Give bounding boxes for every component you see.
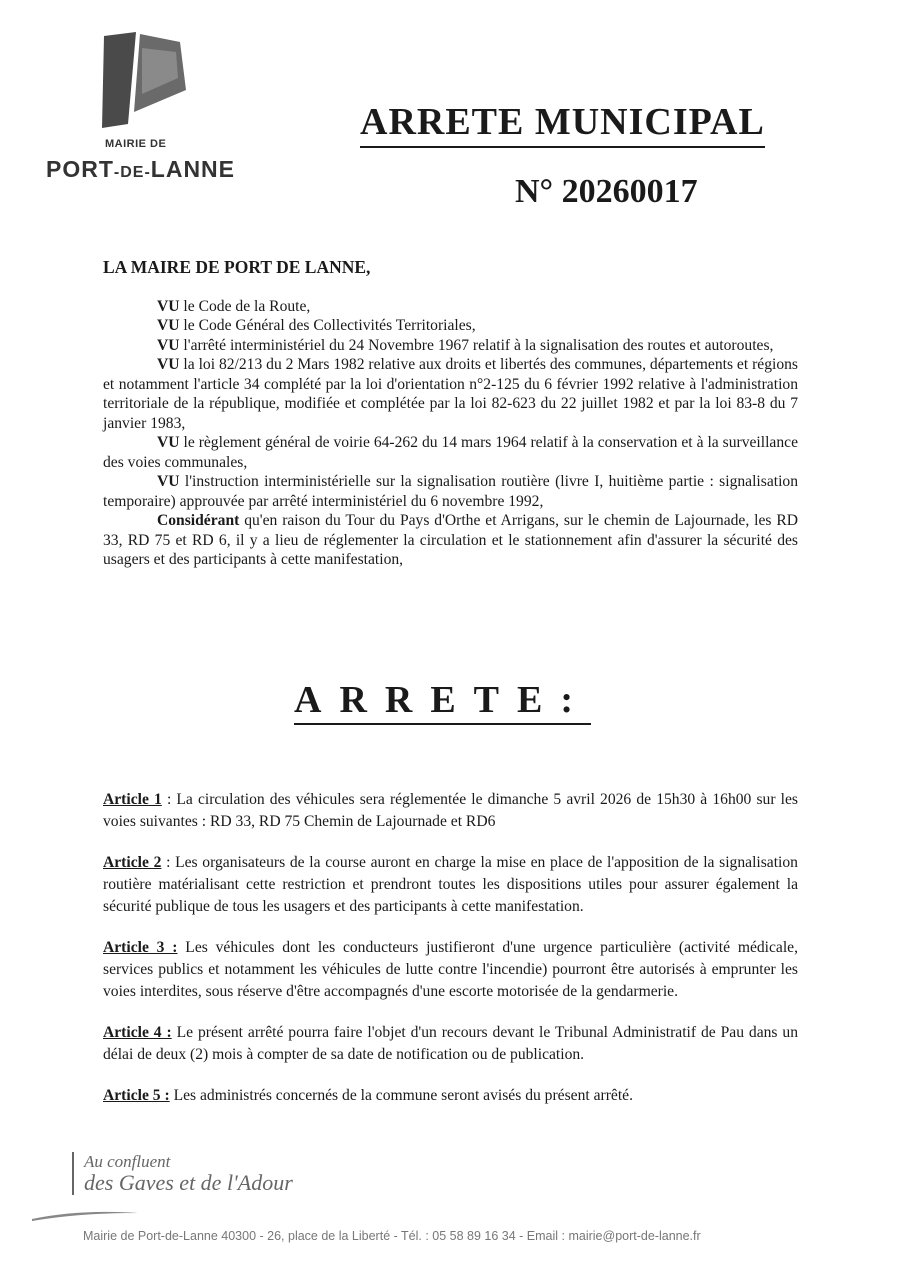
- document-number: N° 20260017: [515, 173, 698, 210]
- article-1: Article 1 : La circulation des véhicules sera réglementée le dimanche 5 avril 2026 de 15h30 à 16h00 sur les voies suivantes : RD 33, RD 75 Chemin de Lajournade et RD6: [103, 791, 798, 830]
- mayor-heading: LA MAIRE DE PORT DE LANNE,: [103, 257, 371, 277]
- logo-mairie-de: MAIRIE DE: [105, 138, 167, 150]
- preamble-section: [103, 258, 798, 570]
- preamble-line: VU la loi 82/213 du 2 Mars 1982 relative aux droits et libertés des communes, départements et régions et notamment l'article 34 complété par la loi d'orientation n°2-125 du 6 février 1992 relative à l'administration territoriale de la république, modifiée et complétée par la loi 82-623 du 22 juillet 1982 et par la loi 83-8 du 7 janvier 1983,: [103, 356, 798, 432]
- articles-section: [103, 789, 798, 1126]
- logo-emblem-icon: [98, 28, 198, 133]
- town-slogan: [72, 1152, 293, 1195]
- preamble-line: VU le Code de la Route,: [157, 297, 311, 315]
- preamble-line: VU l'arrêté interministériel du 24 Novembre 1967 relatif à la signalisation des routes et autoroutes,: [157, 336, 774, 354]
- logo-town-name: PORT-DE-LANNE: [46, 156, 236, 182]
- preamble-line: VU l'instruction interministérielle sur la signalisation routière (livre I, huitième partie : signalisation temporaire) approuvée par arrêté interministériel du 6 novembre 1992,: [103, 473, 798, 510]
- footer-contact: Mairie de Port-de-Lanne 40300 - 26, place de la Liberté - Tél. : 05 58 89 16 34 - Email : mairie@port-de-lanne.fr: [83, 1229, 701, 1243]
- considerant-line: Considérant qu'en raison du Tour du Pays d'Orthe et Arrigans, sur le chemin de Lajournade, les RD 33, RD 75 et RD 6, il y a lieu de réglementer la circulation et le stationnement afin d'assurer la sécurité des usagers et des participants à cette manifestation,: [103, 512, 798, 568]
- article-4: Article 4 : Le présent arrêté pourra faire l'objet d'un recours devant le Tribunal Administratif de Pau dans un délai de deux (2) mois à compter de sa date de notification ou de publication.: [103, 1024, 799, 1063]
- article-3: Article 3 : Les véhicules dont les conducteurs justifieront d'une urgence particulière (activité médicale, services publics et notamment les véhicules de lutte contre l'incendie) pourront être autorisés à emprunter les voies interdites, sous réserve d'être accompagnés d'une escorte motorisée de la gendarmerie.: [103, 939, 798, 1000]
- swoosh-icon: [30, 1205, 140, 1223]
- slogan-line-2: des Gaves et de l'Adour: [84, 1170, 293, 1195]
- preamble-line: VU le règlement général de voirie 64-262 du 14 mars 1964 relatif à la conservation et à la surveillance des voies communales,: [103, 434, 798, 471]
- town-logo: [40, 28, 240, 193]
- article-5: Article 5 : Les administrés concernés de la commune seront avisés du présent arrêté.: [103, 1087, 633, 1104]
- arrete-heading: ARRETE:: [294, 679, 591, 725]
- preamble-line: VU le Code Général des Collectivités Territoriales,: [157, 317, 476, 334]
- document-title: ARRETE MUNICIPAL: [360, 100, 765, 148]
- slogan-line-1: Au confluent: [84, 1152, 171, 1171]
- article-2: Article 2 : Les organisateurs de la course auront en charge la mise en place de l'apposition de la signalisation routière matérialisant cette restriction et prendront toutes les dispositions utiles pour assurer également la sécurité publique de tous les usagers et des participants à cette manifestation.: [103, 854, 798, 915]
